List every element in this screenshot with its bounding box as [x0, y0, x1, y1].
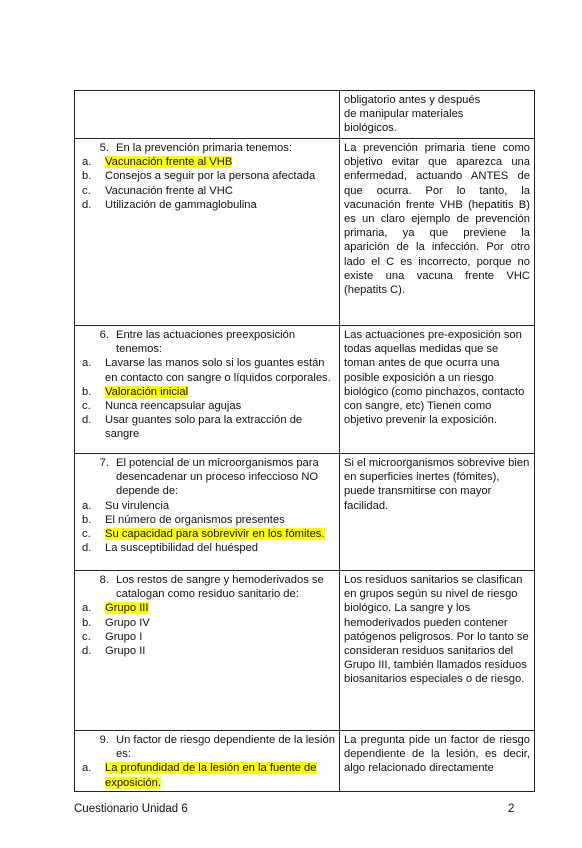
question-9 [79, 733, 335, 761]
question-cell [75, 571, 340, 731]
question-text: Los restos de sangre y hemoderivados se catalogan como residuo sanitario de: [116, 574, 324, 601]
answer-line: biológicos. [344, 122, 397, 135]
answer-line: obligatorio antes y después [344, 94, 481, 106]
option-c: c. Nunca reencapsular agujas [82, 400, 242, 413]
question-text: En la prevención primaria tenemos: [116, 142, 292, 154]
table-row [75, 91, 535, 139]
question-cell [75, 454, 340, 571]
question-number: 5. [99, 142, 109, 154]
question-text: Entre las actuaciones preexposición tenemos: [116, 329, 296, 356]
option-c: c. Su capacidad para sobrevivir en los fómites. [82, 528, 325, 541]
answer-cell [340, 91, 535, 139]
question-7 [79, 456, 335, 499]
table-row [75, 454, 535, 571]
answer-cell: La prevención primaria tiene como objetivo evitar que aparezca una enfermedad, actuando ANTES de que ocurra. Por lo tanto, la vacunación frente VHB (hepatitis B) es un claro ejemplo de prevención primaria, ya que previene la aparición de la infección. Por otro lado el C es incorrecto, porque no existe una vacuna frente VHC (hepatits C). [340, 139, 535, 326]
question-number: 9. [99, 734, 109, 746]
answer-cell: Si el microorganismos sobrevive bien en superficies inertes (fómites), puede transmitirse con mayor facilidad. [340, 454, 535, 571]
correct-answer-highlight: Grupo III [105, 602, 149, 615]
question-cell [75, 731, 340, 792]
question-8 [79, 573, 335, 601]
footer-title: Cuestionario Unidad 6 [74, 803, 188, 815]
question-number: 8. [99, 574, 109, 586]
option-b: b. Grupo IV [82, 616, 150, 629]
option-a: a. Su virulencia [82, 499, 170, 512]
option-d: d. La susceptibilidad del huésped [82, 542, 259, 555]
answer-line: de manipular materiales [344, 108, 464, 121]
question-text: El potencial de un microorganismos para desencadenar un proceso infeccioso NO depende de: [116, 457, 319, 498]
answer-cell: Las actuaciones pre-exposición son todas aquellas medidas que se toman antes de que ocurra una posible exposición a un riesgo biológico (como pinchazos, contacto con sangre, etc) Tienen como objetivo prevenir la exposición. [340, 326, 535, 454]
option-b: b. El número de organismos presentes [82, 513, 285, 526]
option-a: a. Lavarse las manos solo si los guantes están en contacto con sangre o líquidos corporales. [82, 357, 331, 384]
option-a: a. Grupo III [82, 602, 149, 615]
question-cell [75, 139, 340, 326]
answer-cell: La pregunta pide un factor de riesgo dependiente de la lesión, es decir, algo relacionado directamente [340, 731, 535, 792]
table-row [75, 326, 535, 454]
correct-answer-highlight: Vacunación frente al VHB [105, 156, 233, 169]
option-a: a. Vacunación frente al VHB [82, 156, 233, 169]
table-row [75, 571, 535, 731]
option-c: c. Grupo I [82, 630, 143, 643]
question-cell [75, 91, 340, 139]
page-number: 2 [508, 803, 515, 815]
option-b: b. Valoración inicial [82, 385, 189, 398]
correct-answer-highlight: Valoración inicial [105, 385, 189, 398]
correct-answer-highlight: La profundidad de la lesión en la fuente de exposición. [105, 762, 317, 789]
option-c: c. Vacunación frente al VHC [82, 184, 233, 197]
option-d: d. Utilización de gammaglobulina [82, 198, 257, 211]
option-b: b. Consejos a seguir por la persona afectada [82, 170, 316, 183]
question-number: 6. [99, 329, 109, 341]
question-6 [79, 328, 335, 356]
questionnaire-table [74, 90, 535, 792]
option-a: a. La profundidad de la lesión en la fuente de exposición. [82, 762, 317, 789]
question-cell [75, 326, 340, 454]
option-d: d. Usar guantes solo para la extracción de sangre [82, 414, 303, 441]
answer-cell: Los residuos sanitarios se clasifican en grupos según su nivel de riesgo biológico. La sangre y los hemoderivados pueden contener patógenos peligrosos. Por lo tanto se consideran residuos sanitarios del Grupo III, también llamados residuos biosanitarios especiales o de riesgo. [340, 571, 535, 731]
question-text: Un factor de riesgo dependiente de la lesión es: [116, 734, 335, 761]
question-number: 7. [99, 457, 109, 469]
question-5 [79, 141, 335, 155]
table-row [75, 731, 535, 792]
option-d: d. Grupo II [82, 645, 146, 658]
correct-answer-highlight: Su capacidad para sobrevivir en los fómites. [105, 528, 325, 541]
table-row [75, 139, 535, 326]
